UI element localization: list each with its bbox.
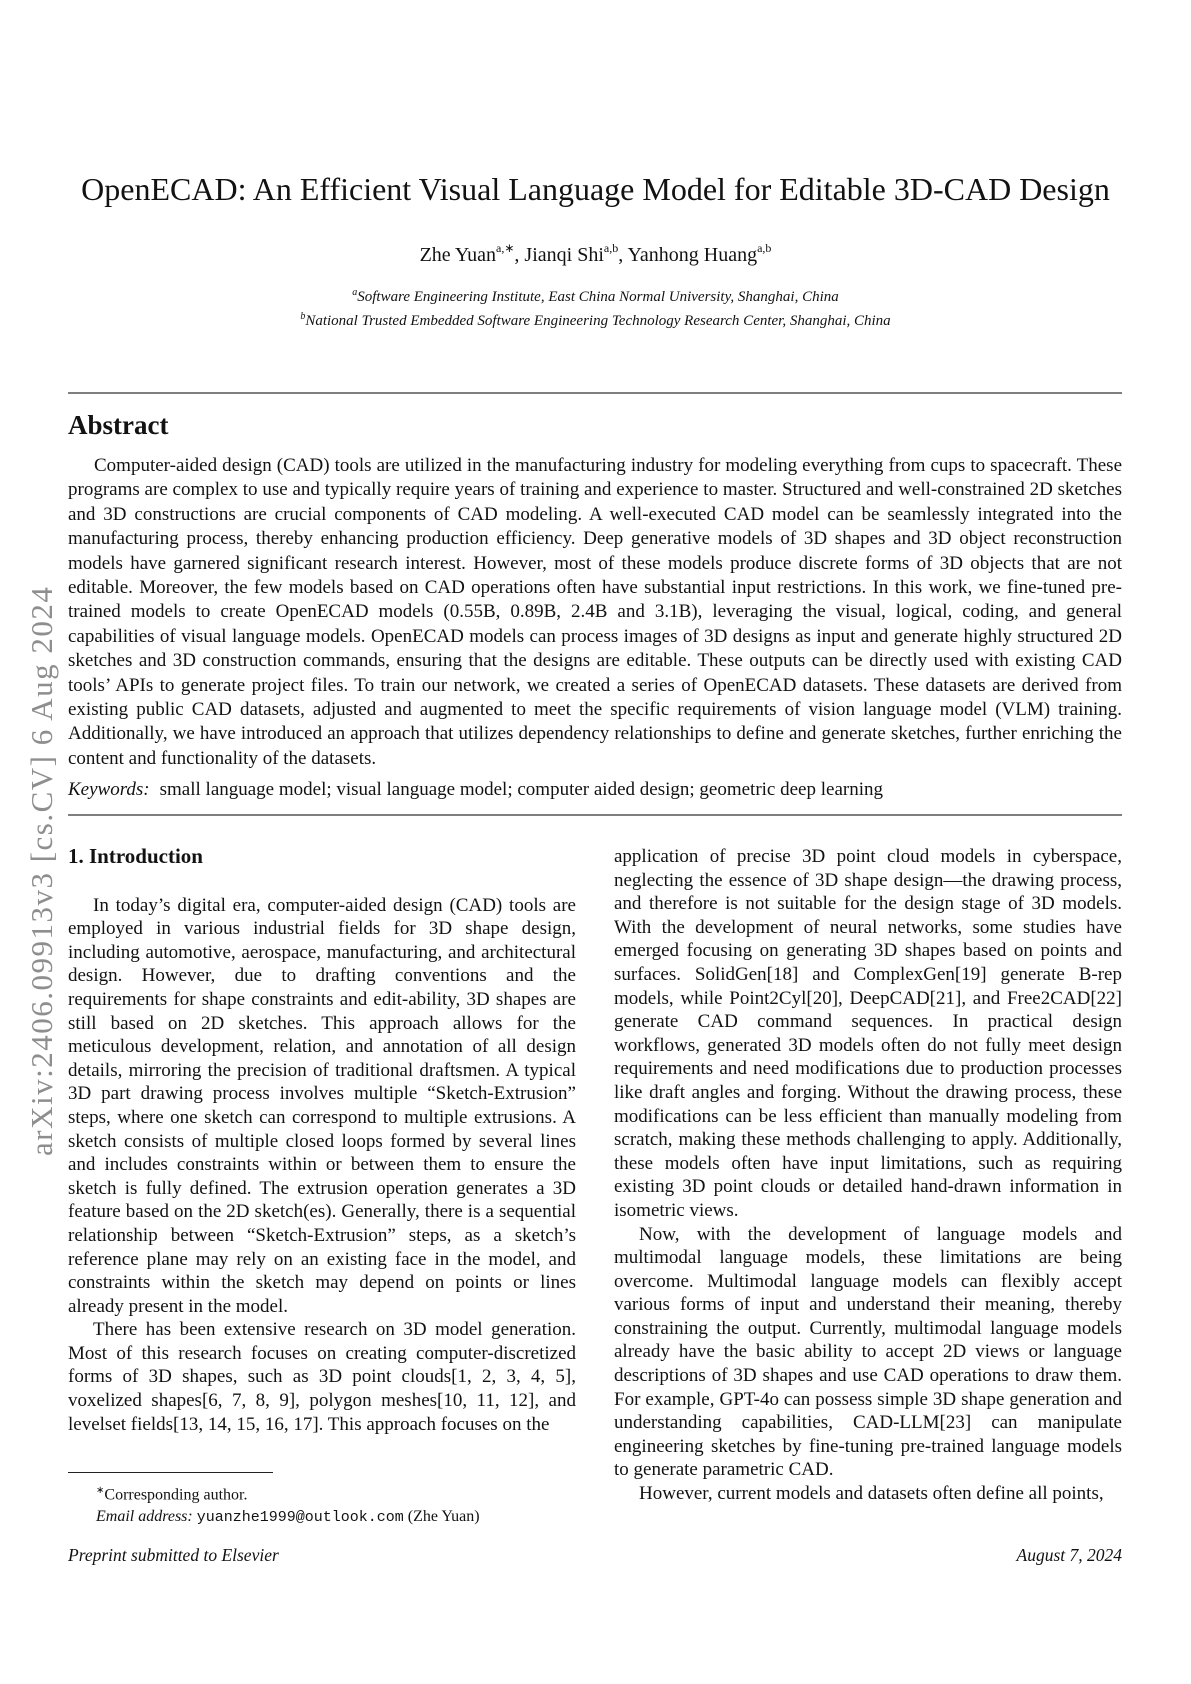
author-separator: , bbox=[514, 243, 525, 266]
keywords-line bbox=[68, 779, 1122, 801]
email-line bbox=[68, 1506, 576, 1529]
mid-rule bbox=[68, 814, 1122, 816]
author bbox=[419, 241, 525, 266]
paper-title: OpenECAD: An Efficient Visual Language Model for Editable 3D-CAD Design bbox=[81, 171, 1110, 207]
keywords-text: small language model; visual language model; computer aided design; geometric deep learning bbox=[159, 779, 883, 800]
author-name: Yanhong Huang bbox=[627, 243, 758, 266]
corresponding-author-note bbox=[68, 1480, 576, 1506]
introduction-heading: 1. Introduction bbox=[68, 844, 203, 868]
author-superscript: a,b bbox=[757, 241, 772, 255]
paragraph: There has been extensive research on 3D model generation. Most of this research focuses on creating computer-discretized forms of 3D shapes, such as 3D point clouds[1, 2, 3, 4, 5], voxelized shapes[6, 7, 8, 9], polygon meshes[10, 11, 12], and levelset fields[13, 14, 15, 16, 17]. This approach focuses on the bbox=[68, 1319, 576, 1435]
footnote-rule bbox=[68, 1472, 273, 1473]
affiliation-text: Software Engineering Institute, East China Normal University, Shanghai, China bbox=[357, 288, 839, 305]
footer-left: Preprint submitted to Elsevier bbox=[68, 1545, 279, 1565]
author-superscript: a,b bbox=[603, 241, 619, 255]
affiliations-block bbox=[0, 283, 1191, 331]
abstract-section bbox=[68, 410, 1122, 771]
paper-header bbox=[0, 170, 1191, 331]
footnote-text: Corresponding author. bbox=[104, 1486, 248, 1504]
paragraph: In today’s digital era, computer-aided design (CAD) tools are employed in various industrial fields for 3D shape design, including automotive, aerospace, manufacturing, and architectural design. However, due to drafting conventions and the requirements for shape constraints and edit-ability, 3D shapes are still based on 2D sketches. This approach allows for the meticulous development, relation, and annotation of all design details, mirroring the precision of traditional draftsmen. A typical 3D part drawing process involves multiple “Sketch-Extrusion” steps, where one sketch can correspond to multiple extrusions. A sketch consists of multiple closed loops formed by several lines and includes constraints within or between them to ensure the sketch is fully defined. The extrusion operation generates a 3D feature based on the 2D sketch(es). Generally, there is a sequential relationship between “Sketch-Extrusion” steps, as a sketch’s reference plane may rely on an existing face in the model, and constraints within the sketch may depend on points or lines already present in the model. bbox=[68, 894, 576, 1317]
footer-right: August 7, 2024 bbox=[1016, 1545, 1122, 1565]
author-name: Jianqi Shi bbox=[524, 243, 604, 266]
author bbox=[524, 241, 628, 266]
page-footer bbox=[68, 1545, 1122, 1566]
authors-line bbox=[0, 242, 1191, 267]
right-column bbox=[614, 845, 1122, 1506]
arxiv-watermark: arXiv:2406.09913v3 [cs.CV] 6 Aug 2024 bbox=[24, 585, 59, 1156]
author-name: Zhe Yuan bbox=[419, 243, 497, 266]
paragraph: application of precise 3D point cloud models in cyberspace, neglecting the essence of 3D shape design—the drawing process, and therefore is not suitable for the design stage of 3D models. With the development of neural networks, some studies have emerged focusing on generating 3D shapes based on points and surfaces. SolidGen[18] and ComplexGen[19] generate B-rep models, while Point2Cyl[20], DeepCAD[21], and Free2CAD[22] generate CAD command sequences. In practical design workflows, generated 3D models often do not fully meet design requirements and need modifications due to production processes like draft angles and forging. Without the drawing process, these modifications can be less efficient than manually modeling from scratch, making these methods challenging to apply. Additionally, these models often have input limitations, such as requiring existing 3D point clouds or detailed hand-drawn information in isometric views. bbox=[614, 846, 1122, 1221]
email-address: yuanzhe1999@outlook.com bbox=[196, 1508, 404, 1526]
left-column bbox=[68, 845, 576, 1436]
footnote-marker: ∗ bbox=[96, 1485, 105, 1496]
footnote-block bbox=[68, 1472, 576, 1528]
paragraph: However, current models and datasets often define all points, bbox=[639, 1483, 1104, 1505]
keywords-label: Keywords: bbox=[68, 779, 150, 800]
email-suffix: (Zhe Yuan) bbox=[403, 1507, 480, 1525]
affiliation-text: National Trusted Embedded Software Engineering Technology Research Center, Shanghai, China bbox=[305, 312, 891, 329]
paragraph: Now, with the development of language models and multimodal language models, these limitations are being overcome. Multimodal language models can flexibly accept various forms of input and understand their meaning, thereby constraining the output. Currently, multimodal language models already have the basic ability to accept 2D views or language descriptions of 3D shapes and use CAD operations to draw them. For example, GPT-4o can possess simple 3D shape generation and understanding capabilities, CAD-LLM[23] can manipulate engineering sketches by fine-tuning pre-trained language models to generate parametric CAD. bbox=[614, 1223, 1122, 1481]
top-rule bbox=[68, 392, 1122, 394]
affiliation-marker: b bbox=[300, 310, 306, 322]
author bbox=[627, 241, 772, 266]
author-separator: , bbox=[618, 243, 628, 266]
abstract-heading: Abstract bbox=[68, 410, 169, 440]
affiliation-line bbox=[0, 283, 1191, 307]
author-superscript: a,∗ bbox=[496, 241, 515, 255]
email-label: Email address: bbox=[96, 1507, 193, 1525]
affiliation-line bbox=[0, 307, 1191, 331]
abstract-text: Computer-aided design (CAD) tools are utilized in the manufacturing industry for modeling everything from cups to spacecraft. These programs are complex to use and typically require years of training and experience to master. Structured and well-constrained 2D sketches and 3D constructions are crucial components of CAD modeling. A well-executed CAD model can be seamlessly integrated into the manufacturing process, thereby enhancing production efficiency. Deep generative models of 3D shapes and 3D object reconstruction models have garnered significant research interest. However, most of these models produce discrete forms of 3D objects that are not editable. Moreover, the few models based on CAD operations often have substantial input restrictions. In this work, we fine-tuned pre-trained models to create OpenECAD models (0.55B, 0.89B, 2.4B and 3.1B), leveraging the visual, logical, coding, and general capabilities of visual language models. OpenECAD models can process images of 3D designs as input and generate highly structured 2D sketches and 3D construction commands, ensuring that the designs are editable. These outputs can be directly used with existing CAD tools’ APIs to generate project files. To train our network, we created a series of OpenECAD datasets. These datasets are derived from existing public CAD datasets, adjusted and augmented to meet the specific requirements of vision language model (VLM) training. Additionally, we have introduced an approach that utilizes dependency relationships to define and generate sketches, further enriching the content and functionality of the datasets. bbox=[68, 455, 1122, 769]
affiliation-marker: a bbox=[352, 286, 358, 298]
